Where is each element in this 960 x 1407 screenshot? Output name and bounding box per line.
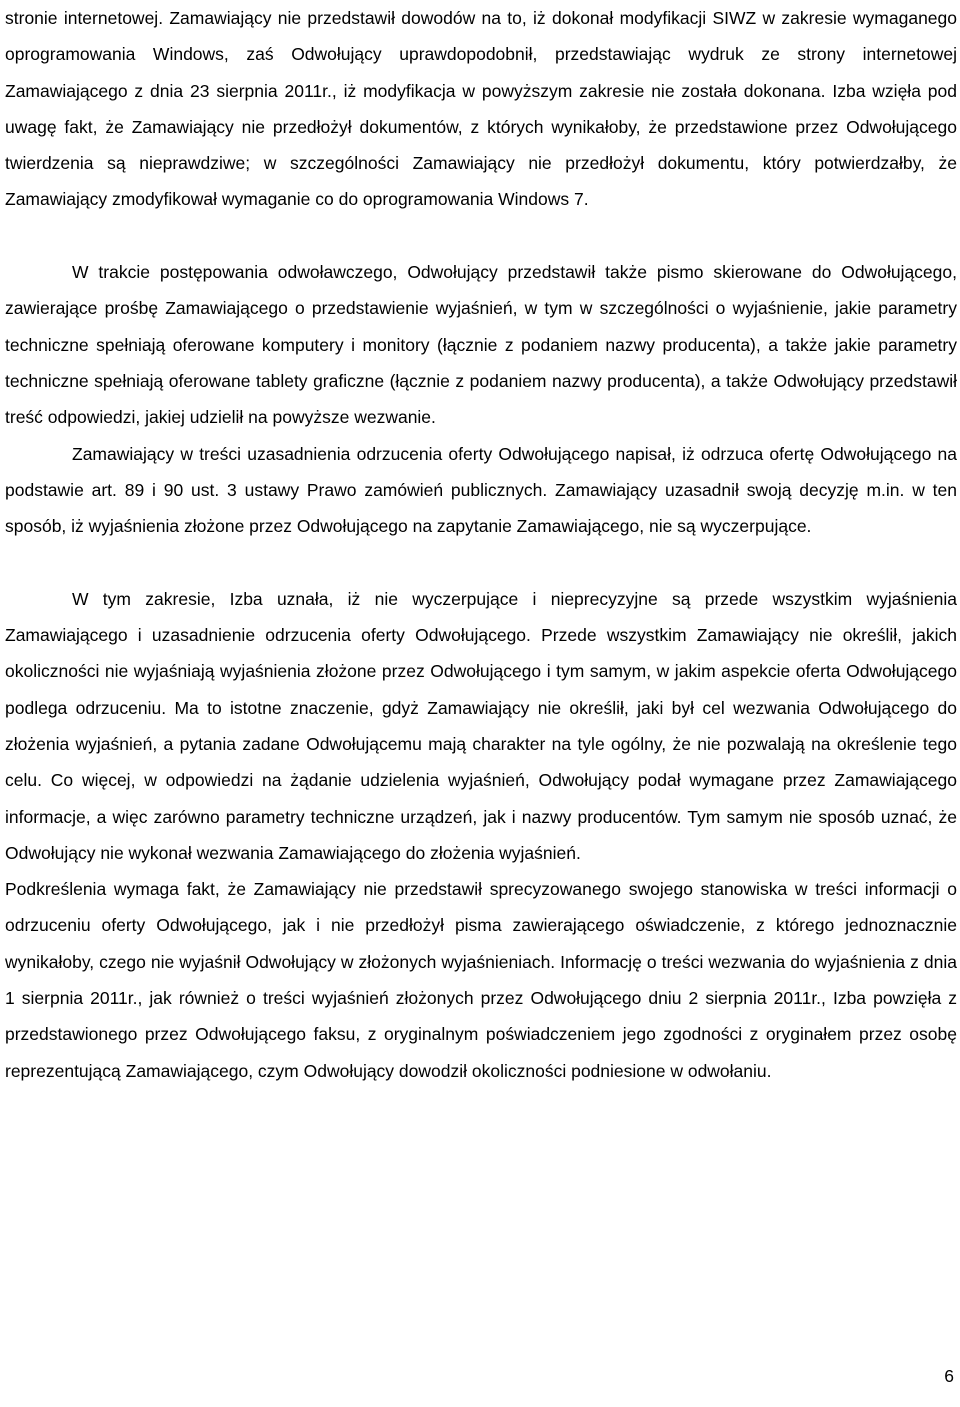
document-page bbox=[5, 0, 957, 1089]
page-number: 6 bbox=[944, 1366, 954, 1386]
paragraph-3: Zamawiający w treści uzasadnienia odrzucenia oferty Odwołującego napisał, iż odrzuca ofertę Odwołującego na podstawie art. 89 i 90 ust. 3 ustawy Prawo zamówień publicznych. Zamawiający uzasadnił swoją decyzję m.in. w ten sposób, iż wyjaśnienia złożone przez Odwołującego na zapytanie Zamawiającego, nie są wyczerpujące. bbox=[5, 443, 957, 537]
paragraph-2: W trakcie postępowania odwoławczego, Odwołujący przedstawił także pismo skierowane do Odwołującego, zawierające prośbę Zamawiającego o przedstawienie wyjaśnień, w tym w szczególności o wyjaśnienie, jakie parametry techniczne spełniają oferowane komputery i monitory (łącznie z podaniem nazwy producenta), a także jakie parametry techniczne spełniają oferowane tablety graficzne (łącznie z podaniem nazwy producenta), a także Odwołujący przedstawił treść odpowiedzi, jakiej udzielił na powyższe wezwanie. bbox=[5, 262, 957, 428]
paragraph-5: Podkreślenia wymaga fakt, że Zamawiający nie przedstawił sprecyzowanego swojego stanowiska w treści informacji o odrzuceniu oferty Odwołującego, jak i nie przedłożył pisma zawierającego oświadczenie, z którego jednoznacznie wynikałoby, czego nie wyjaśnił Odwołujący w złożonych wyjaśnieniach. Informację o treści wezwania do wyjaśnienia z dnia 1 sierpnia 2011r., jak również o treści wyjaśnień złożonych przez Odwołującego dniu 2 sierpnia 2011r., Izba powzięła z przedstawionego przez Odwołującego faksu, z oryginalnym poświadczeniem jego zgodności z oryginałem przez osobę reprezentującą Zamawiającego, czym Odwołujący dowodził okoliczności podniesione w odwołaniu. bbox=[5, 879, 957, 1081]
paragraph-1: stronie internetowej. Zamawiający nie przedstawił dowodów na to, iż dokonał modyfikacji SIWZ w zakresie wymaganego oprogramowania Windows, zaś Odwołujący uprawdopodobnił, przedstawiając wydruk ze strony internetowej Zamawiającego z dnia 23 sierpnia 2011r., iż modyfikacja w powyższym zakresie nie została dokonana. Izba wzięła pod uwagę fakt, że Zamawiający nie przedłożył dokumentów, z których wynikałoby, że przedstawione przez Odwołującego twierdzenia są nieprawdziwe; w szczególności Zamawiający nie przedłożył dokumentu, który potwierdzałby, że Zamawiający zmodyfikował wymaganie co do oprogramowania Windows 7. bbox=[5, 8, 957, 210]
paragraph-4: W tym zakresie, Izba uznała, iż nie wyczerpujące i nieprecyzyjne są przede wszystkim wyjaśnienia Zamawiającego i uzasadnienie odrzucenia oferty Odwołującego. Przede wszystkim Zamawiający nie określił, jakich okoliczności nie wyjaśniają wyjaśnienia złożone przez Odwołującego i tym samym, w jakim aspekcie oferta Odwołującego podlega odrzuceniu. Ma to istotne znaczenie, gdyż Zamawiający nie określił, jaki był cel wezwania Odwołującego do złożenia wyjaśnień, a pytania zadane Odwołującemu mają charakter na tyle ogólny, że nie pozwalają na określenie tego celu. Co więcej, w odpowiedzi na żądanie udzielenia wyjaśnień, Odwołujący podał wymagane przez Zamawiającego informacje, a więc zarówno parametry techniczne urządzeń, jak i nazwy producentów. Tym samym nie sposób uznać, że Odwołujący nie wykonał wezwania Zamawiającego do złożenia wyjaśnień. bbox=[5, 588, 957, 863]
paragraph-spacer bbox=[5, 544, 957, 580]
paragraph-spacer bbox=[5, 218, 957, 254]
